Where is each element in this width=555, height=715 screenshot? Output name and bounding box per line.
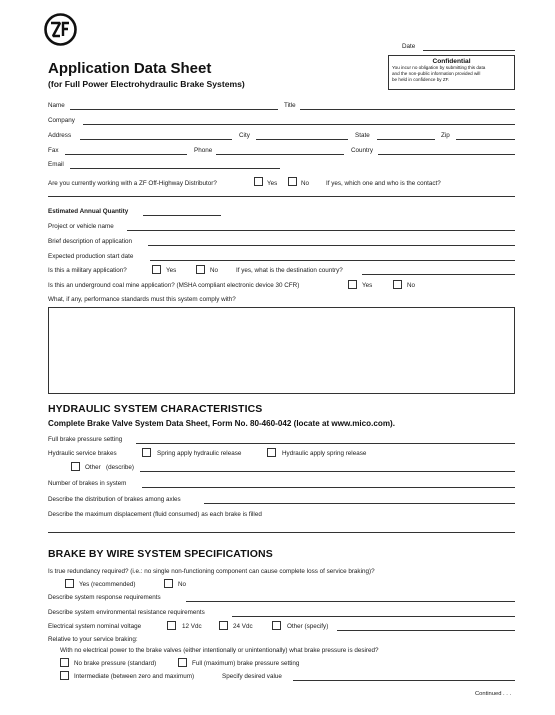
full-pressure-checkbox[interactable]	[178, 658, 187, 667]
voltage-24-label: 24 Vdc	[233, 623, 253, 630]
other-brakes-field[interactable]	[140, 471, 515, 472]
email-field[interactable]	[70, 168, 280, 169]
address-field[interactable]	[80, 139, 232, 140]
no-pressure-checkbox[interactable]	[60, 658, 69, 667]
name-field[interactable]	[70, 109, 278, 110]
distribution-label: Describe the distribution of brakes among axles	[48, 496, 181, 503]
full-pressure-field[interactable]	[136, 443, 515, 444]
phone-label: Phone	[194, 147, 213, 154]
env-label: Describe system environmental resistance requirements	[48, 609, 205, 616]
hydraulic-heading: HYDRAULIC SYSTEM CHARACTERISTICS	[48, 403, 263, 415]
military-no-label: No	[210, 267, 219, 274]
military-yes-checkbox[interactable]	[152, 265, 161, 274]
distributor-yes-checkbox[interactable]	[254, 177, 263, 186]
no-power-question: With no electrical power to the brake valves (either intentionally or unintentionally) what brake pressure is desired?	[60, 647, 379, 654]
hydraulic-apply-checkbox[interactable]	[267, 448, 276, 457]
relative-label: Relative to your service braking:	[48, 636, 138, 643]
country-label: Country	[351, 147, 374, 154]
prod-start-field[interactable]	[150, 260, 515, 261]
intermediate-label: Intermediate (between zero and maximum)	[74, 673, 195, 680]
military-yes-label: Yes	[166, 267, 177, 274]
redundancy-no-label: No	[178, 581, 187, 588]
page-title: Application Data Sheet	[48, 60, 212, 77]
response-label: Describe system response requirements	[48, 594, 161, 601]
address-label: Address	[48, 132, 72, 139]
env-field[interactable]	[232, 616, 515, 617]
military-no-checkbox[interactable]	[196, 265, 205, 274]
annual-qty-field[interactable]	[143, 215, 221, 216]
redundancy-yes-checkbox[interactable]	[65, 579, 74, 588]
voltage-24-checkbox[interactable]	[219, 621, 228, 630]
max-displacement-field[interactable]	[48, 532, 515, 533]
destination-field[interactable]	[362, 274, 515, 275]
zf-logo	[44, 13, 77, 46]
title-label: Title	[284, 102, 296, 109]
coal-no-checkbox[interactable]	[393, 280, 402, 289]
state-field[interactable]	[377, 139, 435, 140]
distributor-contact-field[interactable]	[48, 196, 515, 197]
standards-question: What, if any, performance standards must this system comply with?	[48, 296, 236, 303]
brief-desc-field[interactable]	[148, 245, 515, 246]
distribution-field[interactable]	[204, 503, 515, 504]
response-field[interactable]	[186, 601, 515, 602]
standards-textarea[interactable]	[48, 307, 515, 394]
num-brakes-label: Number of brakes in system	[48, 480, 127, 487]
num-brakes-field[interactable]	[142, 487, 515, 488]
voltage-12-label: 12 Vdc	[182, 623, 202, 630]
state-label: State	[355, 132, 370, 139]
other-brakes-checkbox[interactable]	[71, 462, 80, 471]
company-label: Company	[48, 117, 75, 124]
confidential-line: and the non-public information provided will	[392, 71, 481, 76]
max-displacement-label: Describe the maximum displacement (fluid consumed) as each brake is filled	[48, 511, 262, 518]
confidential-line: You incur no obligation by submitting this data	[392, 65, 486, 70]
no-pressure-label: No brake pressure (standard)	[74, 660, 157, 667]
voltage-other-field[interactable]	[337, 630, 515, 631]
confidential-title: Confidential	[432, 58, 471, 65]
redundancy-no-checkbox[interactable]	[164, 579, 173, 588]
confidential-box	[388, 55, 515, 90]
voltage-other-checkbox[interactable]	[272, 621, 281, 630]
spring-apply-label: Spring apply hydraulic release	[157, 450, 242, 457]
zip-field[interactable]	[456, 139, 515, 140]
voltage-12-checkbox[interactable]	[167, 621, 176, 630]
intermediate-checkbox[interactable]	[60, 671, 69, 680]
date-label: Date	[402, 43, 416, 50]
distributor-no-label: No	[301, 180, 310, 187]
title-field[interactable]	[300, 109, 515, 110]
redundancy-yes-label: Yes (recommended)	[79, 581, 136, 588]
bbw-heading: BRAKE BY WIRE SYSTEM SPECIFICATIONS	[48, 548, 273, 560]
service-brakes-label: Hydraulic service brakes	[48, 450, 117, 457]
zf-logo-icon	[44, 13, 77, 46]
fax-label: Fax	[48, 147, 59, 154]
specify-value-label: Specify desired value	[222, 673, 282, 680]
distributor-question: Are you currently working with a ZF Off-Highway Distributor?	[48, 180, 217, 187]
distributor-followup: If yes, which one and who is the contact?	[326, 180, 441, 187]
hydraulic-apply-label: Hydraulic apply spring release	[282, 450, 367, 457]
other-describe-label: (describe)	[106, 464, 134, 471]
spring-apply-checkbox[interactable]	[142, 448, 151, 457]
date-field[interactable]	[423, 50, 515, 51]
coal-no-label: No	[407, 282, 416, 289]
page-subtitle: (for Full Power Electrohydraulic Brake Systems)	[48, 79, 245, 89]
company-field[interactable]	[83, 124, 515, 125]
coal-question: Is this an underground coal mine application? (MSHA compliant electronic device 30 CFR)	[48, 282, 300, 289]
coal-yes-label: Yes	[362, 282, 373, 289]
country-field[interactable]	[378, 154, 515, 155]
other-brakes-label: Other	[85, 464, 101, 471]
distributor-yes-label: Yes	[267, 180, 278, 187]
name-label: Name	[48, 102, 65, 109]
specify-value-field[interactable]	[293, 680, 515, 681]
project-name-field[interactable]	[127, 230, 515, 231]
military-question: Is this a military application?	[48, 267, 127, 274]
confidential-line: be held in confidence by ZF.	[392, 77, 450, 82]
phone-field[interactable]	[216, 154, 344, 155]
brief-desc-label: Brief description of application	[48, 238, 133, 245]
email-label: Email	[48, 161, 64, 168]
zip-label: Zip	[441, 132, 450, 139]
voltage-other-label: Other (specify)	[287, 623, 329, 630]
city-field[interactable]	[256, 139, 348, 140]
voltage-label: Electrical system nominal voltage	[48, 623, 142, 630]
annual-qty-label: Estimated Annual Quantity	[48, 208, 129, 215]
fax-field[interactable]	[65, 154, 187, 155]
continued-label: Continued . . .	[475, 691, 512, 697]
full-pressure-option-label: Full (maximum) brake pressure setting	[192, 660, 300, 667]
city-label: City	[239, 132, 250, 139]
redundancy-question: Is true redundancy required? (i.e.: no single non-functioning component can cause complete loss of service braking)?	[48, 568, 375, 575]
hydraulic-subheading: Complete Brake Valve System Data Sheet, Form No. 80-460-042 (locate at www.mico.com).	[48, 419, 395, 428]
destination-question: If yes, what is the destination country?	[236, 267, 343, 274]
full-pressure-label: Full brake pressure setting	[48, 436, 123, 443]
project-name-label: Project or vehicle name	[48, 223, 114, 230]
prod-start-label: Expected production start date	[48, 253, 134, 260]
coal-yes-checkbox[interactable]	[348, 280, 357, 289]
distributor-no-checkbox[interactable]	[288, 177, 297, 186]
